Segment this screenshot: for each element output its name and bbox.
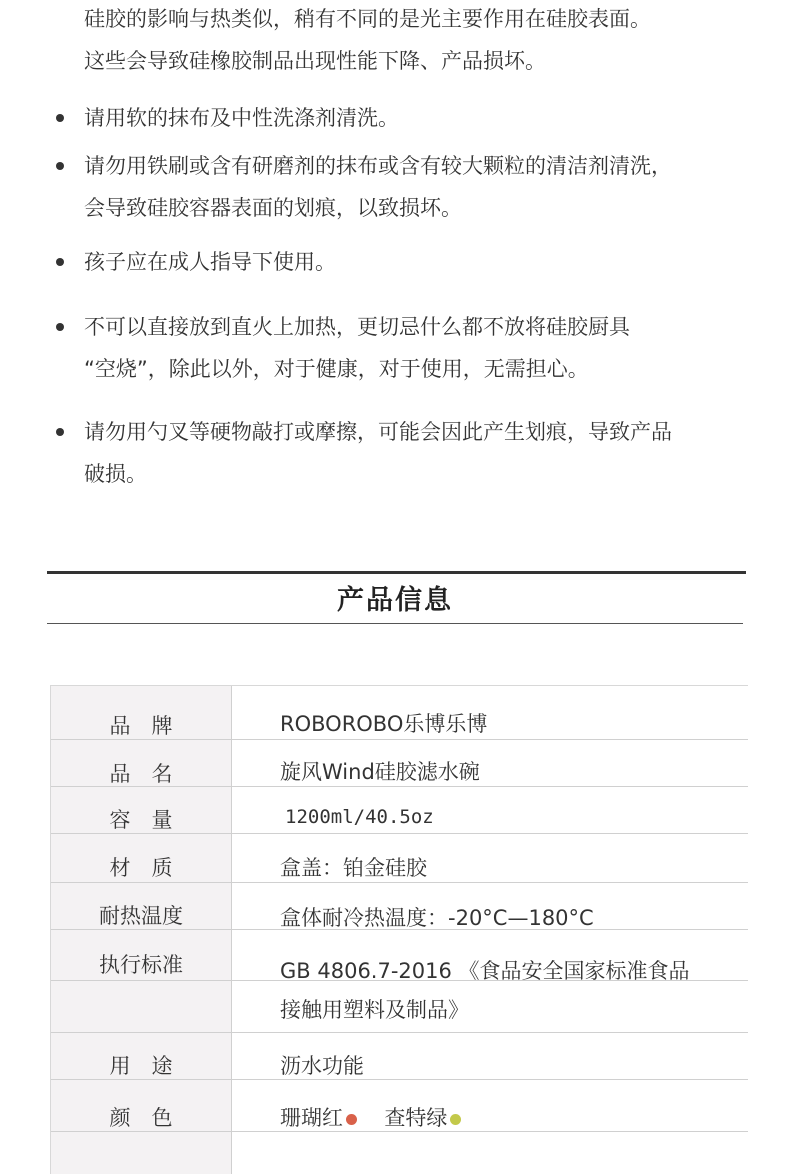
- note-text: 请用软的抹布及中性洗涤剂清洗。: [84, 106, 399, 130]
- bullet-icon: [56, 114, 64, 122]
- spec-value-colors: [280, 1102, 461, 1132]
- color-name-green: 查特绿: [384, 1106, 448, 1130]
- spec-label-material: 材 质: [109, 856, 173, 880]
- coral-swatch-icon: [346, 1114, 357, 1125]
- section-title: 产品信息: [337, 585, 453, 616]
- spec-value-standard-cont: 接触用塑料及制品》: [280, 998, 469, 1022]
- section-divider-top: [47, 571, 746, 574]
- green-swatch-icon: [450, 1114, 461, 1125]
- spec-value-name: 旋风Wind硅胶滤水碗: [280, 760, 480, 784]
- note-text: 请勿用铁刷或含有研磨剂的抹布或含有较大颗粒的清洁剂清洗， 会导致硅胶容器表面的划痕，以致损坏。: [84, 154, 672, 220]
- note-text: 硅胶的影响与热类似，稍有不同的是光主要作用在硅胶表面。 这些会导致硅橡胶制品出现性能下降、产品损坏。: [84, 7, 651, 73]
- bullet-icon: [56, 428, 64, 436]
- spec-label-usage: 用 途: [109, 1054, 173, 1078]
- section-divider-bottom: [47, 623, 743, 624]
- spec-label-name: 品 名: [109, 762, 173, 786]
- spec-value-capacity: 1200ml/40.5oz: [285, 806, 434, 828]
- product-info-table: [50, 685, 748, 1174]
- bullet-icon: [56, 258, 64, 266]
- bullet-icon: [56, 162, 64, 170]
- note-text: 孩子应在成人指导下使用。: [84, 250, 336, 274]
- bullet-icon: [56, 323, 64, 331]
- row-divider: [51, 882, 748, 883]
- note-text: 请勿用勺叉等硬物敲打或摩擦，可能会因此产生划痕，导致产品 破损。: [84, 420, 672, 486]
- spec-label-brand: 品 牌: [109, 714, 173, 738]
- spec-value-material: 盒盖：铂金硅胶: [280, 856, 427, 880]
- row-divider: [51, 1032, 748, 1033]
- spec-value-usage: 沥水功能: [280, 1054, 364, 1078]
- spec-label-capacity: 容 量: [109, 808, 173, 832]
- color-name-coral: 珊瑚红: [280, 1106, 343, 1130]
- spec-label-color: 颜 色: [109, 1106, 173, 1130]
- note-text: 不可以直接放到直火上加热，更切忌什么都不放将硅胶厨具 “空烧”，除此以外，对于健康，对于使用，无需担心。: [84, 315, 630, 381]
- spec-value-brand: ROBOROBO乐博乐博: [280, 712, 488, 736]
- spec-label-standard: 执行标准: [99, 953, 183, 977]
- spec-label-heat: 耐热温度: [99, 904, 183, 928]
- spec-value-heat: 盒体耐冷热温度：-20°C—180°C: [280, 906, 594, 930]
- spec-value-standard: GB 4806.7-2016 《食品安全国家标准食品: [280, 959, 690, 983]
